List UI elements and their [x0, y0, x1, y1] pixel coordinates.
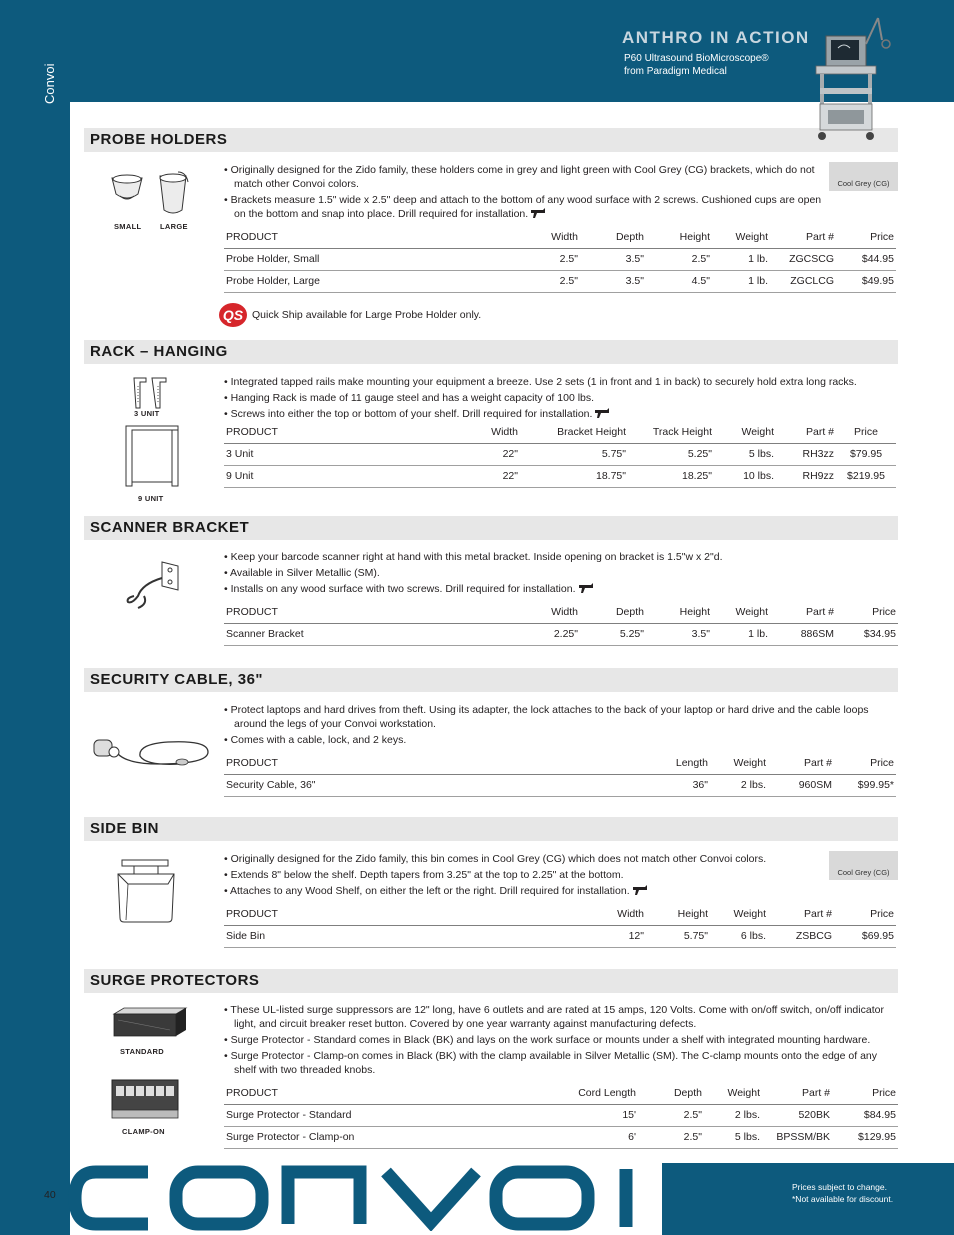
security-cable-image — [90, 732, 214, 772]
col-header: Weight — [704, 1082, 762, 1104]
drill-icon — [579, 583, 593, 593]
surge-clamp-on-image — [108, 1076, 186, 1122]
convoi-logo — [68, 1165, 652, 1231]
col-header: Cord Length — [572, 1082, 638, 1104]
col-header: Width — [514, 601, 580, 623]
subtitle-line-2: from Paradigm Medical — [624, 66, 727, 77]
table-row: Security Cable, 36" 36" 2 lbs. 960SM $99.95* — [224, 774, 896, 796]
col-header: Part # — [768, 903, 834, 925]
section-header-scanner-bracket: SCANNER BRACKET — [84, 516, 898, 540]
section-header-rack-hanging: RACK – HANGING — [84, 340, 898, 364]
col-header: Width — [484, 421, 520, 443]
col-header: Weight — [712, 226, 770, 248]
col-header: Weight — [710, 903, 768, 925]
probe-holders-table — [224, 226, 896, 293]
col-header: Part # — [762, 1082, 832, 1104]
bullet-item: • Hanging Rack is made of 11 gauge steel and has a weight capacity of 100 lbs. — [224, 391, 896, 405]
col-header: PRODUCT — [224, 226, 514, 248]
section-header-side-bin: SIDE BIN — [84, 817, 898, 841]
bullet-item: • Protect laptops and hard drives from theft. Using its adapter, the lock attaches to the back of your laptop or hard drive and the cable loops around the legs of your Convoi workstation. — [224, 703, 896, 731]
col-header: Height — [646, 226, 712, 248]
table-row: Surge Protector - Standard 15' 2.5" 2 lbs. 520BK $84.95 — [224, 1104, 898, 1126]
footer-note-line-1: Prices subject to change. — [792, 1182, 887, 1192]
drill-icon — [633, 885, 647, 895]
side-band — [0, 0, 70, 1235]
bullet-item: • Surge Protector - Clamp-on comes in Black (BK) with the clamp available in Silver Metallic (SM). The C-clamp mounts onto the edge of any shelf with two threaded knobs. — [224, 1049, 896, 1077]
anthro-in-action-subtitle — [624, 52, 769, 78]
col-header: Weight — [714, 421, 776, 443]
anthro-machine-photo — [806, 14, 896, 144]
col-header: Price — [832, 1082, 898, 1104]
col-header: Track Height — [628, 421, 714, 443]
bullet-item: • Integrated tapped rails make mounting your equipment a breeze. Use 2 sets (1 in front and 1 in back) to securely hold extra long racks. — [224, 375, 896, 389]
col-header: Weight — [710, 752, 768, 774]
col-header: Price — [836, 226, 896, 248]
footer-note — [792, 1181, 893, 1205]
col-header: PRODUCT — [224, 1082, 572, 1104]
bullet-item: • Attaches to any Wood Shelf, on either the left or the right. Drill required for installation. — [224, 884, 824, 898]
col-header: Price — [836, 601, 898, 623]
col-header: Price — [834, 903, 896, 925]
surge-protectors-table — [224, 1082, 898, 1149]
bullet-item: • Installs on any wood surface with two screws. Drill required for installation. — [224, 582, 896, 596]
col-header: Price — [834, 752, 896, 774]
bullet-item: • Originally designed for the Zido family, this bin comes in Cool Grey (CG) which does not match other Convoi colors. — [224, 852, 824, 866]
col-header: Price — [836, 421, 896, 443]
col-header: Part # — [768, 752, 834, 774]
rack-hanging-bullets — [224, 375, 896, 423]
table-row: Scanner Bracket 2.25" 5.25" 3.5" 1 lb. 886SM $34.95 — [224, 623, 898, 645]
col-header: Depth — [580, 601, 646, 623]
section-side-label: Convoi — [42, 63, 57, 104]
scanner-bracket-bullets — [224, 550, 896, 598]
anthro-in-action-title: ANTHRO IN ACTION — [622, 28, 810, 47]
page-number: 40 — [44, 1189, 56, 1201]
bullet-item: • Originally designed for the Zido family, these holders come in grey and light green with Cool Grey (CG) brackets, which do not match other Convoi colors. — [224, 163, 824, 191]
drill-icon — [595, 408, 609, 418]
bullet-item: • Keep your barcode scanner right at hand with this metal bracket. Inside opening on bracket is 1.5"w x 2"d. — [224, 550, 896, 564]
bullet-item: • Extends 8" below the shelf. Depth tapers from 3.25" at the top to 2.25" at the bottom. — [224, 868, 824, 882]
col-header: Depth — [638, 1082, 704, 1104]
quick-ship-badge: QS — [219, 303, 247, 327]
color-badge-cool-grey: Cool Grey (CG) — [829, 851, 898, 880]
table-row: 3 Unit 22" 5.75" 5.25" 5 lbs. RH3zz $79.95 — [224, 443, 896, 465]
col-header: Part # — [770, 226, 836, 248]
table-row: 9 Unit 22" 18.75" 18.25" 10 lbs. RH9zz $219.95 — [224, 465, 896, 487]
surge-protectors-bullets — [224, 1003, 896, 1079]
bullet-item: • Surge Protector - Standard comes in Black (BK) and lays on the work surface or mounts under a shelf with integrated mounting hardware. — [224, 1033, 896, 1047]
side-bin-bullets — [224, 852, 824, 900]
col-header: Width — [580, 903, 646, 925]
table-row: Side Bin 12" 5.75" 6 lbs. ZSBCG $69.95 — [224, 925, 896, 947]
section-header-surge-protectors: SURGE PROTECTORS — [84, 969, 898, 993]
side-bin-image — [112, 858, 180, 924]
col-header: Weight — [712, 601, 770, 623]
col-header: PRODUCT — [224, 903, 580, 925]
rack-hanging-table — [224, 421, 896, 488]
probe-holder-image — [108, 170, 198, 220]
probe-holders-bullets — [224, 163, 824, 223]
bullet-item: • Comes with a cable, lock, and 2 keys. — [224, 733, 896, 747]
section-header-probe-holders: PROBE HOLDERS — [84, 128, 898, 152]
table-row: Probe Holder, Large 2.5" 3.5" 4.5" 1 lb. ZGCLCG $49.95 — [224, 270, 896, 292]
image-caption-large: LARGE — [160, 222, 188, 231]
rack-3-unit-image — [128, 374, 176, 410]
bullet-item: • Brackets measure 1.5" wide x 2.5" deep and attach to the bottom of any wood surface with 2 screws. Cushioned cups are open on the bottom and snap into place. Drill required for installation. — [224, 193, 824, 221]
col-header: PRODUCT — [224, 752, 644, 774]
image-caption-3-unit: 3 UNIT — [134, 409, 160, 418]
surge-standard-image — [110, 1006, 188, 1040]
security-cable-table — [224, 752, 896, 797]
section-header-security-cable: SECURITY CABLE, 36" — [84, 668, 898, 692]
col-header: Height — [646, 601, 712, 623]
col-header: PRODUCT — [224, 601, 514, 623]
col-header: Length — [644, 752, 710, 774]
image-caption-standard: STANDARD — [120, 1047, 164, 1056]
col-header: Bracket Height — [520, 421, 628, 443]
drill-icon — [531, 208, 545, 218]
col-header: PRODUCT — [224, 421, 484, 443]
side-bin-table — [224, 903, 896, 948]
rack-9-unit-image — [122, 424, 182, 492]
col-header: Height — [646, 903, 710, 925]
bullet-item: • Screws into either the top or bottom of your shelf. Drill required for installation. — [224, 407, 896, 421]
image-caption-small: SMALL — [114, 222, 142, 231]
col-header: Depth — [580, 226, 646, 248]
scanner-bracket-table — [224, 601, 898, 646]
scanner-bracket-image — [122, 558, 186, 612]
col-header: Part # — [770, 601, 836, 623]
image-caption-9-unit: 9 UNIT — [138, 494, 164, 503]
table-row: Probe Holder, Small 2.5" 3.5" 2.5" 1 lb. ZGCSCG $44.95 — [224, 248, 896, 270]
table-row: Surge Protector - Clamp-on 6' 2.5" 5 lbs. BPSSM/BK $129.95 — [224, 1126, 898, 1148]
bullet-item: • Available in Silver Metallic (SM). — [224, 566, 896, 580]
security-cable-bullets — [224, 703, 896, 749]
subtitle-line-1: P60 Ultrasound BioMicroscope® — [624, 53, 769, 64]
image-caption-clamp-on: CLAMP-ON — [122, 1127, 165, 1136]
col-header: Part # — [776, 421, 836, 443]
col-header: Width — [514, 226, 580, 248]
quick-ship-note: Quick Ship available for Large Probe Holder only. — [252, 309, 482, 321]
color-badge-cool-grey: Cool Grey (CG) — [829, 162, 898, 191]
footer-note-line-2: *Not available for discount. — [792, 1194, 894, 1204]
bullet-item: • These UL-listed surge suppressors are 12" long, have 6 outlets and are rated at 15 amps, 120 Volts. Come with on/off switch, on/off indicator light, and circuit breaker reset button. Covered by one year warranty against manufacturing defects. — [224, 1003, 896, 1031]
